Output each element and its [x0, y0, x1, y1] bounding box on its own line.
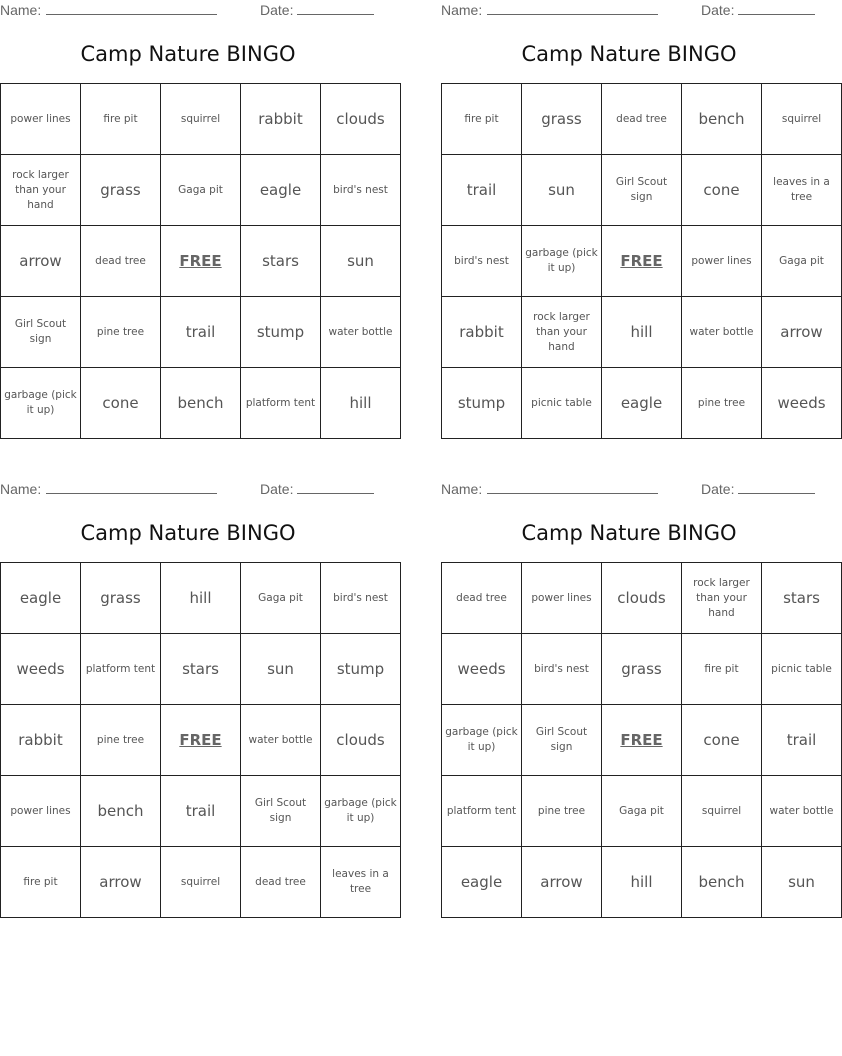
- bingo-cell: grass: [602, 634, 682, 705]
- bingo-cell: bench: [682, 847, 762, 918]
- bingo-cell: Gaga pit: [161, 155, 241, 226]
- bingo-cell: eagle: [442, 847, 522, 918]
- bingo-cell: grass: [81, 155, 161, 226]
- bingo-row: [1, 847, 401, 918]
- bingo-row: [442, 634, 842, 705]
- bingo-row: [1, 563, 401, 634]
- bingo-cell: Gaga pit: [762, 226, 842, 297]
- bingo-cell: leaves in a tree: [321, 847, 401, 918]
- bingo-cell: cone: [81, 368, 161, 439]
- date-label: Date:: [260, 2, 294, 18]
- name-date-row: [0, 481, 376, 499]
- bingo-row: [442, 368, 842, 439]
- bingo-cell: pine tree: [522, 776, 602, 847]
- bingo-cell: garbage (pick it up): [522, 226, 602, 297]
- bingo-cell: Girl Scout sign: [522, 705, 602, 776]
- bingo-row: [1, 297, 401, 368]
- name-date-row: [441, 481, 817, 499]
- bingo-cell: Girl Scout sign: [602, 155, 682, 226]
- bingo-cell: squirrel: [762, 84, 842, 155]
- bingo-cell: weeds: [1, 634, 81, 705]
- bingo-cell: Gaga pit: [602, 776, 682, 847]
- bingo-cell: trail: [161, 297, 241, 368]
- bingo-cell: weeds: [762, 368, 842, 439]
- bingo-cell: power lines: [1, 84, 81, 155]
- bingo-cell: clouds: [321, 705, 401, 776]
- name-blank-line: [46, 482, 217, 494]
- bingo-cell: rock larger than your hand: [682, 563, 762, 634]
- bingo-cell: rock larger than your hand: [522, 297, 602, 368]
- date-field: [701, 2, 815, 18]
- bingo-cell: squirrel: [161, 847, 241, 918]
- name-blank-line: [46, 3, 217, 15]
- bingo-cell: power lines: [522, 563, 602, 634]
- bingo-card-3: [0, 479, 397, 919]
- name-field: [0, 481, 217, 497]
- bingo-cell: trail: [161, 776, 241, 847]
- bingo-cell: eagle: [1, 563, 81, 634]
- bingo-cell: squirrel: [161, 84, 241, 155]
- bingo-cell: stump: [241, 297, 321, 368]
- name-field: [441, 481, 658, 497]
- bingo-cell: dead tree: [241, 847, 321, 918]
- bingo-cell: weeds: [442, 634, 522, 705]
- bingo-cell: water bottle: [321, 297, 401, 368]
- bingo-cell: grass: [522, 84, 602, 155]
- bingo-row: [442, 84, 842, 155]
- bingo-cell: cone: [682, 705, 762, 776]
- bingo-cell: arrow: [81, 847, 161, 918]
- name-blank-line: [487, 482, 658, 494]
- bingo-cell: platform tent: [241, 368, 321, 439]
- bingo-cell: hill: [321, 368, 401, 439]
- bingo-cell: Girl Scout sign: [1, 297, 81, 368]
- name-field: [0, 2, 217, 18]
- bingo-cell: water bottle: [762, 776, 842, 847]
- bingo-cell: dead tree: [81, 226, 161, 297]
- bingo-card-4: [441, 479, 834, 919]
- card-title: Camp Nature BINGO: [80, 42, 296, 66]
- bingo-card-1: [0, 0, 393, 440]
- bingo-cell: bird's nest: [522, 634, 602, 705]
- bingo-cell: stars: [762, 563, 842, 634]
- bingo-cell: fire pit: [1, 847, 81, 918]
- bingo-cell: platform tent: [81, 634, 161, 705]
- bingo-cell: picnic table: [522, 368, 602, 439]
- bingo-cell: picnic table: [762, 634, 842, 705]
- free-space: FREE: [602, 705, 682, 776]
- bingo-cell: fire pit: [442, 84, 522, 155]
- bingo-cell: garbage (pick it up): [1, 368, 81, 439]
- bingo-cell: platform tent: [442, 776, 522, 847]
- bingo-cell: sun: [241, 634, 321, 705]
- bingo-row: [442, 297, 842, 368]
- bingo-cell: eagle: [602, 368, 682, 439]
- bingo-row: [442, 563, 842, 634]
- bingo-cell: bird's nest: [321, 563, 401, 634]
- bingo-cell: water bottle: [682, 297, 762, 368]
- bingo-cell: pine tree: [81, 297, 161, 368]
- bingo-cell: hill: [602, 297, 682, 368]
- bingo-card-2: [441, 0, 830, 440]
- bingo-cell: rabbit: [442, 297, 522, 368]
- bingo-row: [1, 155, 401, 226]
- date-label: Date:: [260, 481, 294, 497]
- bingo-cell: hill: [602, 847, 682, 918]
- bingo-row: [1, 705, 401, 776]
- bingo-cell: grass: [81, 563, 161, 634]
- bingo-cell: power lines: [682, 226, 762, 297]
- bingo-cell: clouds: [321, 84, 401, 155]
- card-title: Camp Nature BINGO: [521, 42, 737, 66]
- free-space: FREE: [161, 226, 241, 297]
- bingo-cell: arrow: [1, 226, 81, 297]
- bingo-row: [1, 634, 401, 705]
- bingo-cell: arrow: [762, 297, 842, 368]
- name-label: Name:: [441, 481, 483, 497]
- bingo-row: [442, 776, 842, 847]
- bingo-cell: pine tree: [682, 368, 762, 439]
- bingo-cell: Girl Scout sign: [241, 776, 321, 847]
- bingo-cell: fire pit: [81, 84, 161, 155]
- bingo-cell: water bottle: [241, 705, 321, 776]
- name-blank-line: [487, 3, 658, 15]
- bingo-cell: bird's nest: [442, 226, 522, 297]
- bingo-row: [442, 155, 842, 226]
- bingo-cell: dead tree: [442, 563, 522, 634]
- name-label: Name:: [0, 2, 42, 18]
- bingo-cell: leaves in a tree: [762, 155, 842, 226]
- bingo-row: [1, 776, 401, 847]
- bingo-cell: cone: [682, 155, 762, 226]
- bingo-cell: power lines: [1, 776, 81, 847]
- bingo-cell: bench: [682, 84, 762, 155]
- bingo-row: [1, 368, 401, 439]
- free-space: FREE: [602, 226, 682, 297]
- bingo-cell: trail: [762, 705, 842, 776]
- bingo-grid: [441, 562, 842, 918]
- bingo-grid: [0, 83, 401, 439]
- name-field: [441, 2, 658, 18]
- card-title: Camp Nature BINGO: [521, 521, 737, 545]
- bingo-cell: clouds: [602, 563, 682, 634]
- bingo-cell: pine tree: [81, 705, 161, 776]
- bingo-grid: [441, 83, 842, 439]
- bingo-cell: stump: [321, 634, 401, 705]
- card-title: Camp Nature BINGO: [80, 521, 296, 545]
- bingo-cell: bench: [81, 776, 161, 847]
- bingo-cell: stars: [241, 226, 321, 297]
- bingo-cell: sun: [321, 226, 401, 297]
- date-blank-line: [738, 482, 815, 494]
- bingo-cell: bird's nest: [321, 155, 401, 226]
- bingo-cell: bench: [161, 368, 241, 439]
- bingo-cell: garbage (pick it up): [321, 776, 401, 847]
- name-date-row: [441, 2, 817, 20]
- bingo-row: [442, 847, 842, 918]
- date-blank-line: [297, 482, 374, 494]
- bingo-cell: hill: [161, 563, 241, 634]
- bingo-row: [442, 705, 842, 776]
- bingo-cell: Gaga pit: [241, 563, 321, 634]
- name-date-row: [0, 2, 376, 20]
- date-field: [260, 2, 374, 18]
- bingo-cell: fire pit: [682, 634, 762, 705]
- bingo-cell: sun: [762, 847, 842, 918]
- bingo-cell: garbage (pick it up): [442, 705, 522, 776]
- date-blank-line: [738, 3, 815, 15]
- bingo-cell: trail: [442, 155, 522, 226]
- bingo-cell: arrow: [522, 847, 602, 918]
- bingo-grid: [0, 562, 401, 918]
- date-blank-line: [297, 3, 374, 15]
- name-label: Name:: [0, 481, 42, 497]
- date-label: Date:: [701, 2, 735, 18]
- date-label: Date:: [701, 481, 735, 497]
- date-field: [260, 481, 374, 497]
- bingo-row: [1, 226, 401, 297]
- bingo-cell: eagle: [241, 155, 321, 226]
- bingo-cell: rabbit: [241, 84, 321, 155]
- free-space: FREE: [161, 705, 241, 776]
- bingo-cell: squirrel: [682, 776, 762, 847]
- bingo-cell: stars: [161, 634, 241, 705]
- bingo-cell: dead tree: [602, 84, 682, 155]
- bingo-row: [442, 226, 842, 297]
- bingo-cell: rock larger than your hand: [1, 155, 81, 226]
- date-field: [701, 481, 815, 497]
- bingo-cell: stump: [442, 368, 522, 439]
- bingo-cell: sun: [522, 155, 602, 226]
- bingo-cell: rabbit: [1, 705, 81, 776]
- bingo-row: [1, 84, 401, 155]
- name-label: Name:: [441, 2, 483, 18]
